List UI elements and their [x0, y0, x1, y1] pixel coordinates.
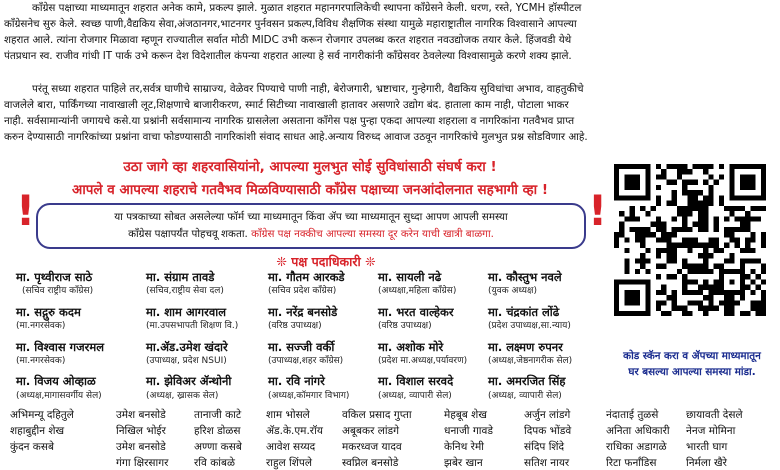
notice-line-2-text: काँग्रेस पक्षापर्यंत पोहचवू शकता.	[128, 228, 252, 240]
member-name: सतिश नायर	[524, 457, 570, 469]
member-name: तानाजी काटे	[194, 409, 242, 421]
officer-role: (युवक अध्यक्ष)	[488, 286, 537, 296]
officer-name: मा. अशोक मोरे	[378, 340, 444, 354]
paragraph-line: काँग्रेस पक्षाच्या माध्यमातून शहरात अनेक कामे, प्रकल्प झाले. मुळात शहरात महानगरपालिकेची स्थापना काँग्रेसने केली. धरण, रस्ते, YCMH हॉस्पीटल	[32, 2, 582, 14]
officer-role: (अध्यक्ष, व्यापारी सेल)	[378, 391, 452, 401]
member-name: अबूबकर लांडगे	[342, 425, 400, 437]
member-name: भारती घाग	[686, 441, 728, 453]
officer-name: मा. चंद्रकांत लोंढे	[488, 305, 560, 319]
officer-role: (अध्यक्षा,महिला काँग्रेस)	[378, 286, 457, 296]
officer-role: (उपाध्यक्ष,शहर काँग्रेस)	[268, 356, 344, 366]
member-name: धनाजी गावडे	[444, 425, 493, 437]
problems-paragraph	[4, 81, 742, 145]
member-name: उमेश बनसोडे	[116, 441, 166, 453]
member-name: हरिश डोळस	[194, 425, 241, 437]
member-name: अनिता अधिकारी	[606, 425, 670, 437]
member-name: केनिथ रेमी	[444, 441, 484, 453]
officer-name: मा.ॲड.उमेश खंदारे	[146, 340, 228, 354]
officer-role: (मा.उपसभापती शिक्षण वि.)	[146, 321, 239, 331]
qr-caption-line-1: कोड स्कॅन करा व ॲपच्या माध्यमातून	[623, 350, 761, 362]
officer-name: मा. अमरजित सिंह	[488, 374, 566, 388]
paragraph-line: वाजलेले बारा, पार्किंगच्या नावाखाली लूट,शिक्षणाचे बाजारीकरण, स्मार्ट सिटीच्या नावाखाली हातावर असणारे उद्योग बंद. हाताला काम नाही, पोटाला भाकर	[4, 99, 569, 111]
paragraph-line: शहरात आले. त्यांना रोजगार मिळावा म्हणून राज्यातील सर्वात मोठी MIDC उभी करून रोजगार उपलब्ध करत शहरात नवउद्योजक तयार केले. हिंजवडी येथे	[4, 34, 572, 46]
officer-role: (अध्यक्ष, ख्रासक सेल)	[146, 391, 219, 401]
slogan-join-movement: आपले व आपल्या शहराचे गतवैभव मिळविण्यासाठी काँग्रेस पक्षाच्या जनआंदोलनात सहभागी व्हा !	[71, 182, 549, 198]
exclamation-mark-right: !	[588, 186, 608, 235]
officer-role: (अध्यक्ष,कॉमगार विभाग)	[268, 391, 350, 401]
officer-name: मा. लक्ष्मण रुपनर	[488, 340, 563, 354]
notice-box	[36, 203, 586, 249]
member-name: अण्णा कसबे	[194, 441, 242, 453]
member-name: राहुल शिंपले	[266, 457, 312, 469]
member-name: दिपक भोंडवे	[524, 425, 572, 437]
paragraph-line: परंतू सध्या शहरात पाहिले तर,सर्वत्र घाणीचे साम्राज्य, वेळेवर पिण्याचे पाणी नाही, बेरोजगारी, भ्रष्टाचार, गुन्हेगारी, वैद्यकिय सुविधांचा अभाव, वाहतुकीचे	[32, 83, 584, 95]
officer-role: (वरिष्ठ उपाध्यक्ष)	[268, 321, 322, 331]
exclamation-mark-left: !	[16, 186, 36, 235]
officer-role: (अध्यक्ष,जेष्ठनागरीक सेल)	[488, 356, 573, 366]
officer-role: (अध्यक्ष,मागासवर्गीय सेल)	[16, 391, 102, 401]
officer-name: मा. भरत वाल्हेकर	[378, 305, 454, 319]
member-name: कुंदन कसबे	[10, 441, 54, 453]
officer-name: मा. झेविअर ॲन्थोनी	[146, 374, 232, 388]
member-name: संदिप शिंदे	[524, 441, 565, 453]
intro-paragraph	[4, 0, 742, 64]
member-name: उमेश बनसोडे	[116, 409, 166, 421]
member-name: अर्जुन लांडगे	[524, 409, 571, 421]
member-name: राधिका अडागळे	[606, 441, 667, 453]
member-name: वकिल प्रसाद गुप्ता	[342, 409, 412, 421]
member-name: नेनज मोमिना	[686, 425, 736, 437]
qr-caption-line-2: घर बसल्या आपल्या समस्या मांडा.	[628, 366, 756, 378]
officer-name: मा. विशाल सरवदे	[378, 374, 454, 388]
officer-name: मा. कौस्तुभ नवले	[488, 270, 562, 284]
notice-guarantee-text: काँग्रेस पक्ष नक्कीच आपल्या समस्या दूर करेन याची खात्री बाळगा.	[251, 228, 494, 240]
member-name: शहाबुद्दीन शेख	[10, 425, 65, 437]
officer-role: (प्रदेश उपाध्यक्ष,सा.न्याय)	[488, 321, 571, 331]
paragraph-line: नाही. सर्वसामान्यांनी जगायचे कसे.या प्रश्नांनी सर्वसामान्य नागरिक ग्रासलेला असताना काँगेस पक्ष पुन्हा एकदा आपल्या शहराला व नागरिकांना गतवैभव प्राप्त	[4, 115, 575, 127]
qr-code-block	[608, 160, 776, 348]
member-name: छायावती देसले	[686, 409, 743, 421]
officer-role: (सचिव राष्ट्रीय काँग्रेस)	[22, 286, 94, 296]
member-name: आवेश सय्यद	[266, 441, 316, 453]
member-name: झबेर खान	[444, 457, 483, 469]
notice-line-2	[38, 226, 584, 243]
officer-name: मा. संग्राम तावडे	[146, 270, 215, 284]
officer-role: (प्रदेश मा.अध्यक्ष,पर्यावरण)	[378, 356, 468, 366]
notice-line-1: या पत्रकाच्या सोबत असलेल्या फॉर्म च्या माध्यमातून किंवा ॲप च्या माध्यमातून सुध्दा आपण आपली समस्या	[114, 211, 508, 223]
member-name: शाम भोसले	[266, 409, 310, 421]
officer-name: मा. शाम आगरवाल	[146, 305, 227, 319]
qr-code-image[interactable]	[614, 164, 766, 316]
officer-name: मा. विश्वास गजरमल	[16, 340, 105, 354]
paragraph-line: पंतप्रधान स्व. राजीव गांधी IT पार्क उभे करून देश विदेशातील कंपन्या शहरात आल्या हे सर्व नागरीकांनी काँग्रेसवर ठेवलेल्या विश्वासामुळे करणे शक्य झाले.	[4, 50, 572, 62]
officer-role: (वरिष्ठ उपाध्यक्ष)	[378, 321, 432, 331]
officer-role: (अध्यक्ष, व्यापारी सेल)	[488, 391, 562, 401]
officer-role: (सचिव,राष्ट्रीय सेवा दल)	[146, 286, 224, 296]
officer-name: मा. सद्गुरु कदम	[16, 305, 81, 319]
officer-name: मा. रवि नांगरे	[268, 374, 325, 388]
qr-caption	[604, 348, 780, 388]
member-name: रवि कांबळे	[194, 457, 235, 469]
member-name: नंदाताई तुळसे	[606, 409, 659, 421]
member-name: मेहबूब शेख	[444, 409, 487, 421]
officer-name: मा. गौतम आरकडे	[268, 270, 345, 284]
office-bearers-heading: ❊ पक्ष पदाधिकारी ❊	[276, 254, 376, 269]
officer-role: (उपाध्यक्ष, प्रदेश NSUI)	[146, 356, 227, 366]
slogan-wake-up: उठा जागे व्हा शहरवासियांनो, आपल्या मुलभुत सोई सुविधांसाठी संघर्ष करा !	[123, 159, 497, 175]
officer-name: मा. पृथ्वीराज साठे	[16, 270, 93, 284]
member-name: निखिल भोईर	[116, 425, 166, 437]
member-name: स्वप्निल बनसोडे	[342, 457, 399, 469]
officer-name: मा. सायली नढे	[378, 270, 442, 284]
officer-role: (मा.नगरसेवक)	[16, 321, 66, 331]
officer-role: (मा.नगरसेवक)	[16, 356, 66, 366]
member-name: अभिमन्यू दहितुले	[10, 409, 74, 421]
member-name: मकरध्वज यादव	[342, 441, 402, 453]
officer-name: मा. नरेंद्र बनसोडे	[268, 305, 338, 319]
member-name: रिटा फर्नांडिस	[606, 457, 657, 469]
member-name: ॲड.के.एम.रॉय	[266, 425, 323, 437]
officer-role: (सचिव प्रदेश काँग्रेस)	[268, 286, 337, 296]
member-name: निर्मला खैरे	[686, 457, 727, 469]
paragraph-line: करुन देण्यासाठी नागरिकांच्या प्रश्नांना वाचा फोडण्यासाठी नागरिकांशी संवाद साधत आहे.अन्याय विरुध्द आवाज उठवून नागरिकांचे मुलभुत प्रश्न सोडविणार आहे.	[4, 131, 588, 143]
officer-name: मा. विजय ओव्हाळ	[16, 374, 96, 388]
member-name: गंगा क्षिरसागर	[116, 457, 169, 469]
paragraph-line: काँग्रेसनेच सुरु केले. स्वच्छ पाणी,वैद्यकिय सेवा,अंजठानगर,भाटनगर पुर्नवसन प्रकल्प,विविध शैक्षणिक संस्था यामुळे महाराष्ट्रातील नागरिक विश्वासाने आपल्या	[4, 18, 577, 30]
officer-name: मा. सज्जी वर्की	[268, 340, 335, 354]
